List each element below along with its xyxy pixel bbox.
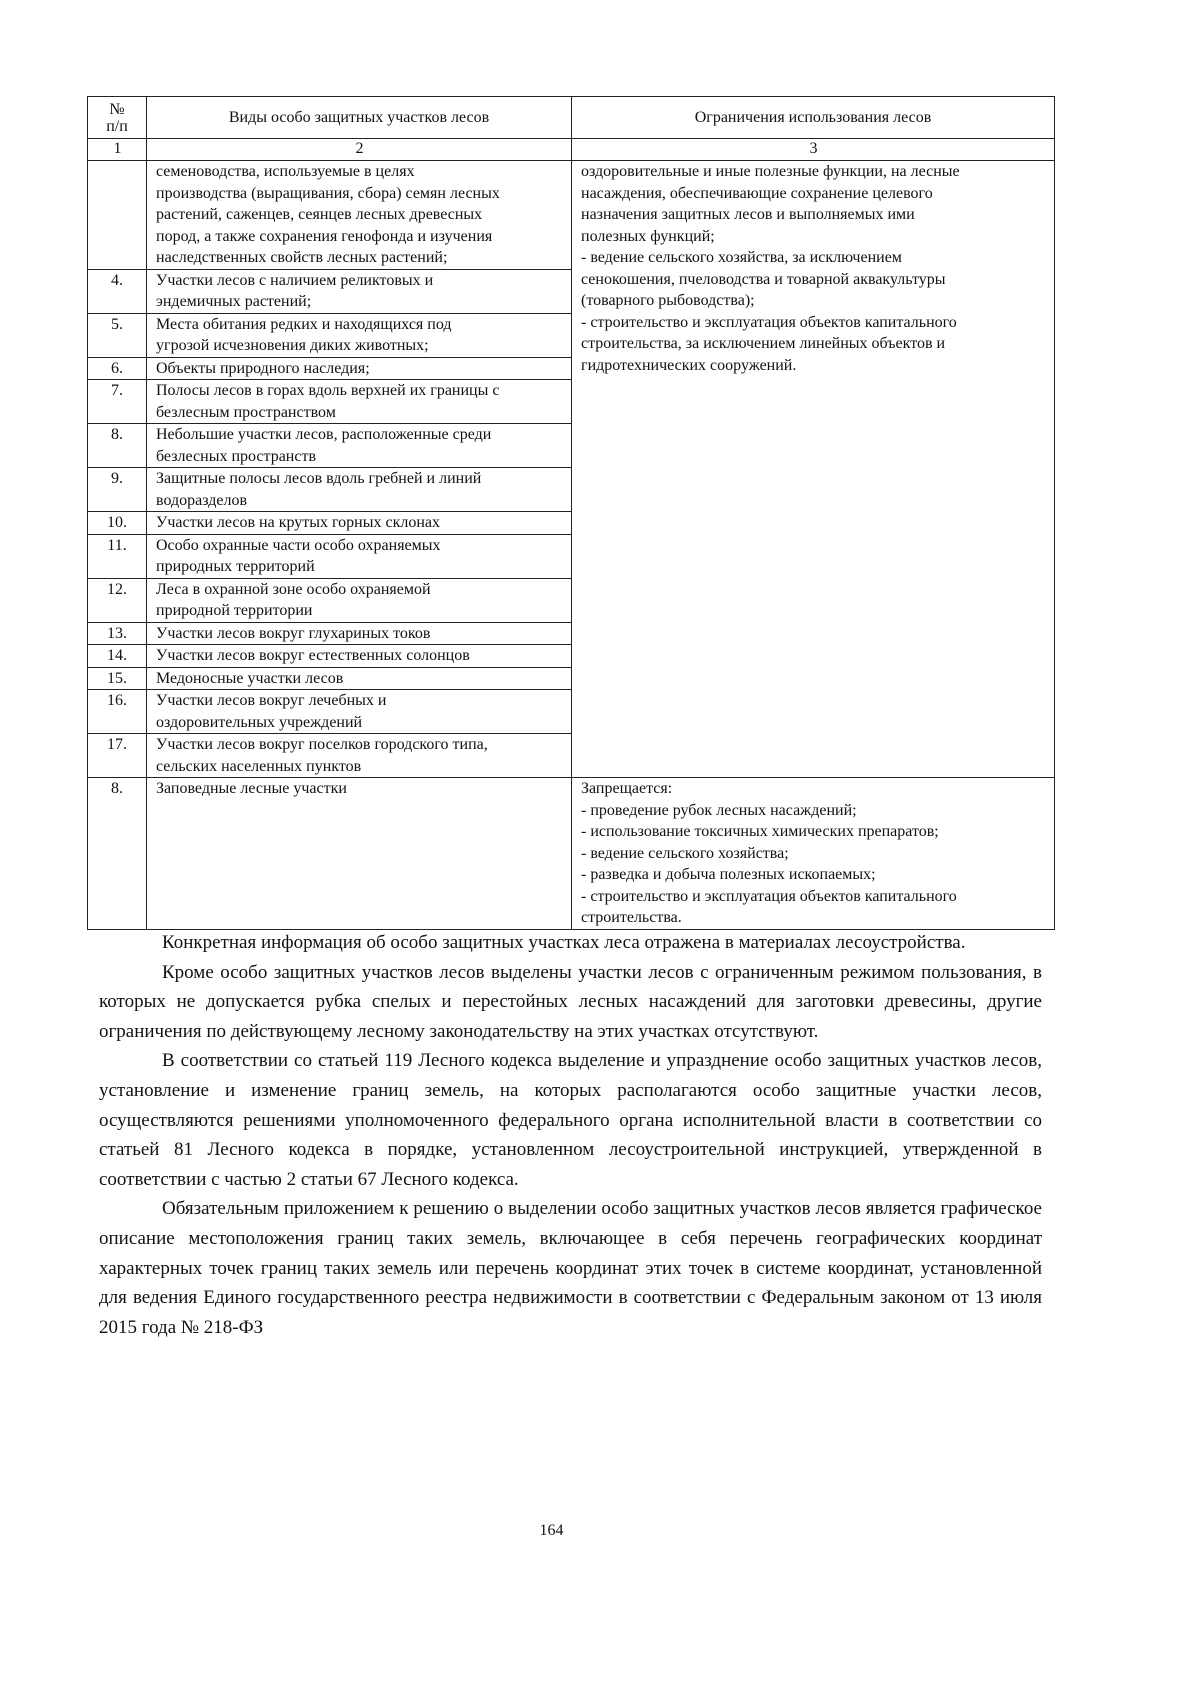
row-type-text: Небольшие участки лесов, расположенные среди безлесных пространств bbox=[147, 424, 572, 468]
row-type-text: Леса в охранной зоне особо охраняемой природной территории bbox=[147, 578, 572, 622]
row-type-text: Заповедные лесные участки bbox=[147, 778, 572, 930]
row-restrictions-text: Запрещается: - проведение рубок лесных насаждений; - использование токсичных химических препаратов; - ведение сельского хозяйства; - разведка и добыча полезных ископаемых; - строительство и эксплуатация объектов капитального строительства. bbox=[572, 778, 1055, 930]
header-restrictions: Ограничения использования лесов bbox=[572, 97, 1055, 139]
row-number: 10. bbox=[88, 512, 147, 535]
row-type-text: Участки лесов вокруг естественных солонцов bbox=[147, 645, 572, 668]
row-type-text: Участки лесов вокруг глухариных токов bbox=[147, 622, 572, 645]
row-number: 15. bbox=[88, 667, 147, 690]
column-number-row bbox=[88, 139, 1055, 161]
row-number: 13. bbox=[88, 622, 147, 645]
row-number: 6. bbox=[88, 357, 147, 380]
paragraph: В соответствии со статьей 119 Лесного кодекса выделение и упразднение особо защитных участков лесов, установление и изменение границ земель, на которых располагаются особо защитные участки лесов, осуществляются решениями уполномоченного федерального органа исполнительной власти в соответствии со статьей 81 Лесного кодекса в порядке, установленном лесоустроительной инструкцией, утвержденной в соответствии с частью 2 статьи 67 Лесного кодекса. bbox=[99, 1050, 1042, 1190]
row-number: 11. bbox=[88, 534, 147, 578]
row-number: 7. bbox=[88, 380, 147, 424]
page-number: 164 bbox=[539, 1522, 564, 1539]
paragraph: Обязательным приложением к решению о выделении особо защитных участков лесов является графическое описание местоположения границ таких земель, включающее в себя перечень географических координат характерных точек границ таких земель или перечень координат этих точек в системе координат, установленной для ведения Единого государственного реестра недвижимости в соответствии с Федеральным законом от 13 июля 2015 года № 218-ФЗ bbox=[99, 1198, 1042, 1338]
row-type-text: Медоносные участки лесов bbox=[147, 667, 572, 690]
row-number: 8. bbox=[88, 424, 147, 468]
paragraph: Конкретная информация об особо защитных участках леса отражена в материалах лесоустройства. bbox=[162, 932, 966, 953]
column-number: 1 bbox=[88, 139, 147, 161]
paragraph: Кроме особо защитных участков лесов выделены участки лесов с ограниченным режимом пользования, в которых не допускается рубка спелых и перестойных лесных насаждений для заготовки древесины, другие ограничения по действующему лесному законодательству на этих участках отсутствуют. bbox=[99, 961, 1042, 1042]
row-type-text: Участки лесов вокруг лечебных и оздоровительных учреждений bbox=[147, 690, 572, 734]
row-number: 5. bbox=[88, 313, 147, 357]
row-type-text: Особо охранные части особо охраняемых природных территорий bbox=[147, 534, 572, 578]
row-number: 17. bbox=[88, 734, 147, 778]
row-type-text: Участки лесов с наличием реликтовых и эндемичных растений; bbox=[147, 269, 572, 313]
row-type-text: Полосы лесов в горах вдоль верхней их границы с безлесным пространством bbox=[147, 380, 572, 424]
row-type-text: Места обитания редких и находящихся под угрозой исчезновения диких животных; bbox=[147, 313, 572, 357]
row-number: 16. bbox=[88, 690, 147, 734]
body-text bbox=[99, 928, 1042, 1342]
row-number: 8. bbox=[88, 778, 147, 930]
row-type-text: Участки лесов вокруг поселков городского типа, сельских населенных пунктов bbox=[147, 734, 572, 778]
row-number: 12. bbox=[88, 578, 147, 622]
protective-areas-table bbox=[87, 96, 1055, 930]
header-num: № п/п bbox=[88, 97, 147, 139]
row-type-text: Участки лесов на крутых горных склонах bbox=[147, 512, 572, 535]
column-number: 2 bbox=[147, 139, 572, 161]
row-type-text: семеноводства, используемые в целях производства (выращивания, сбора) семян лесных растений, саженцев, сеянцев лесных древесных пород, а также сохранения генофонда и изучения наследственных свойств лесных растений; bbox=[147, 161, 572, 270]
row-type-text: Объекты природного наследия; bbox=[147, 357, 572, 380]
row-number bbox=[88, 161, 147, 270]
table-row bbox=[88, 161, 1055, 270]
column-number: 3 bbox=[572, 139, 1055, 161]
table-header-row bbox=[88, 97, 1055, 139]
table-row bbox=[88, 778, 1055, 930]
row-number: 9. bbox=[88, 468, 147, 512]
header-types: Виды особо защитных участков лесов bbox=[147, 97, 572, 139]
row-number: 14. bbox=[88, 645, 147, 668]
row-number: 4. bbox=[88, 269, 147, 313]
row-type-text: Защитные полосы лесов вдоль гребней и линий водоразделов bbox=[147, 468, 572, 512]
merged-restrictions-cell: оздоровительные и иные полезные функции, на лесные насаждения, обеспечивающие сохранение целевого назначения защитных лесов и выполняемых ими полезных функций; - ведение сельского хозяйства, за исключением сенокошения, пчеловодства и товарной аквакультуры (товарного рыбоводства); - строительство и эксплуатация объектов капитального строительства, за исключением линейных объектов и гидротехнических сооружений. bbox=[572, 161, 1055, 778]
